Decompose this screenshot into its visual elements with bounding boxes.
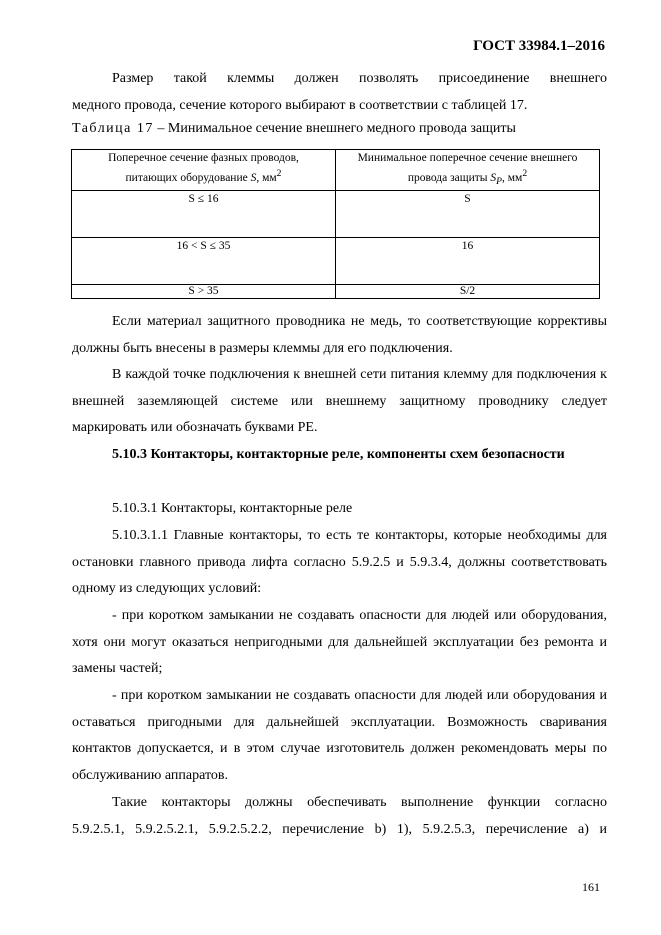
paragraph-non-copper: Если материал защитного проводника не медь, то соответствующие коррективы должны быть внесены в размеры клеммы для его подключения. [72, 314, 607, 356]
header-text: питающих оборудование [125, 171, 248, 184]
section-number: 5.10.3 [112, 447, 147, 462]
table-header-row [72, 150, 600, 191]
table-cell: 16 < S ≤ 35 [72, 238, 336, 285]
header-var: S [490, 171, 497, 184]
table-17 [71, 149, 600, 299]
table-header-phase-section [72, 150, 336, 191]
header-var: S [250, 171, 257, 184]
table-caption-title: – Минимальное сечение внешнего медного провода защиты [157, 121, 516, 136]
header-text: Поперечное сечение фазных проводов, [108, 152, 299, 164]
table-header-protective-section [336, 150, 600, 191]
document-header: ГОСТ 33984.1–2016 [473, 38, 605, 54]
header-sup: 2 [522, 168, 528, 179]
table-cell: S ≤ 16 [72, 191, 336, 238]
header-sup: 2 [276, 168, 282, 179]
paragraph-contactor-functions-line1: Такие контакторы должны обеспечивать выполнение функции согласно [112, 795, 607, 810]
header-unit: , мм [256, 171, 277, 184]
table-cell: S [336, 191, 600, 238]
header-sub: P [496, 176, 503, 188]
table-caption-number: Таблица 17 [72, 121, 154, 136]
header-unit: , мм [502, 171, 523, 184]
page-number: 161 [582, 880, 600, 894]
table-cell: S/2 [336, 285, 600, 299]
list-item-condition-1: - при коротком замыкании не создавать опасности для людей или оборудования, хотя они могут оказаться непригодными для дальнейшей эксплуатации без ремонта и замены частей; [72, 608, 607, 677]
subsection-heading-5-10-3-1: 5.10.3.1 Контакторы, контакторные реле [112, 501, 353, 516]
table-row [72, 191, 600, 238]
paragraph-terminal-size-line2: медного провода, сечение которого выбирают в соответствии с таблицей 17. [72, 98, 528, 113]
section-title: Контакторы, контакторные реле, компоненты схем безопасности [150, 447, 565, 462]
table-row [72, 285, 600, 299]
list-item-condition-2: - при коротком замыкании не создавать опасности для людей или оборудования и оставаться пригодными для дальнейшей эксплуатации. Возможность сваривания контактов допускается, и в этом случае изготовитель должен рекомендовать меры по обслуживанию аппаратов. [72, 688, 607, 784]
table-cell: 16 [336, 238, 600, 285]
paragraph-main-contactors: 5.10.3.1.1 Главные контакторы, то есть те контакторы, которые необходимы для остановки главного привода лифта согласно 5.9.2.5 и 5.9.3.4, должны соответствовать одному из следующих условий: [72, 528, 607, 597]
table-row [72, 238, 600, 285]
paragraph-pe-marking: В каждой точке подключения к внешней сети питания клемму для подключения к внешней заземляющей системе или внешнему защитному проводнику следует маркировать или обозначать буквами РЕ. [72, 367, 607, 436]
table-caption [72, 121, 516, 137]
paragraph-contactor-functions-line2: 5.9.2.5.1, 5.9.2.5.2.1, 5.9.2.5.2.2, перечисление b) 1), 5.9.2.5.3, перечисление a) и [72, 822, 607, 837]
table-cell: S > 35 [72, 285, 336, 299]
header-text: Минимальное поперечное сечение внешнего [357, 152, 578, 164]
section-heading-5-10-3 [72, 442, 607, 469]
header-text: провода защиты [407, 171, 488, 184]
paragraph-terminal-size-line1: Размер такой клеммы должен позволять присоединение внешнего [112, 71, 607, 86]
